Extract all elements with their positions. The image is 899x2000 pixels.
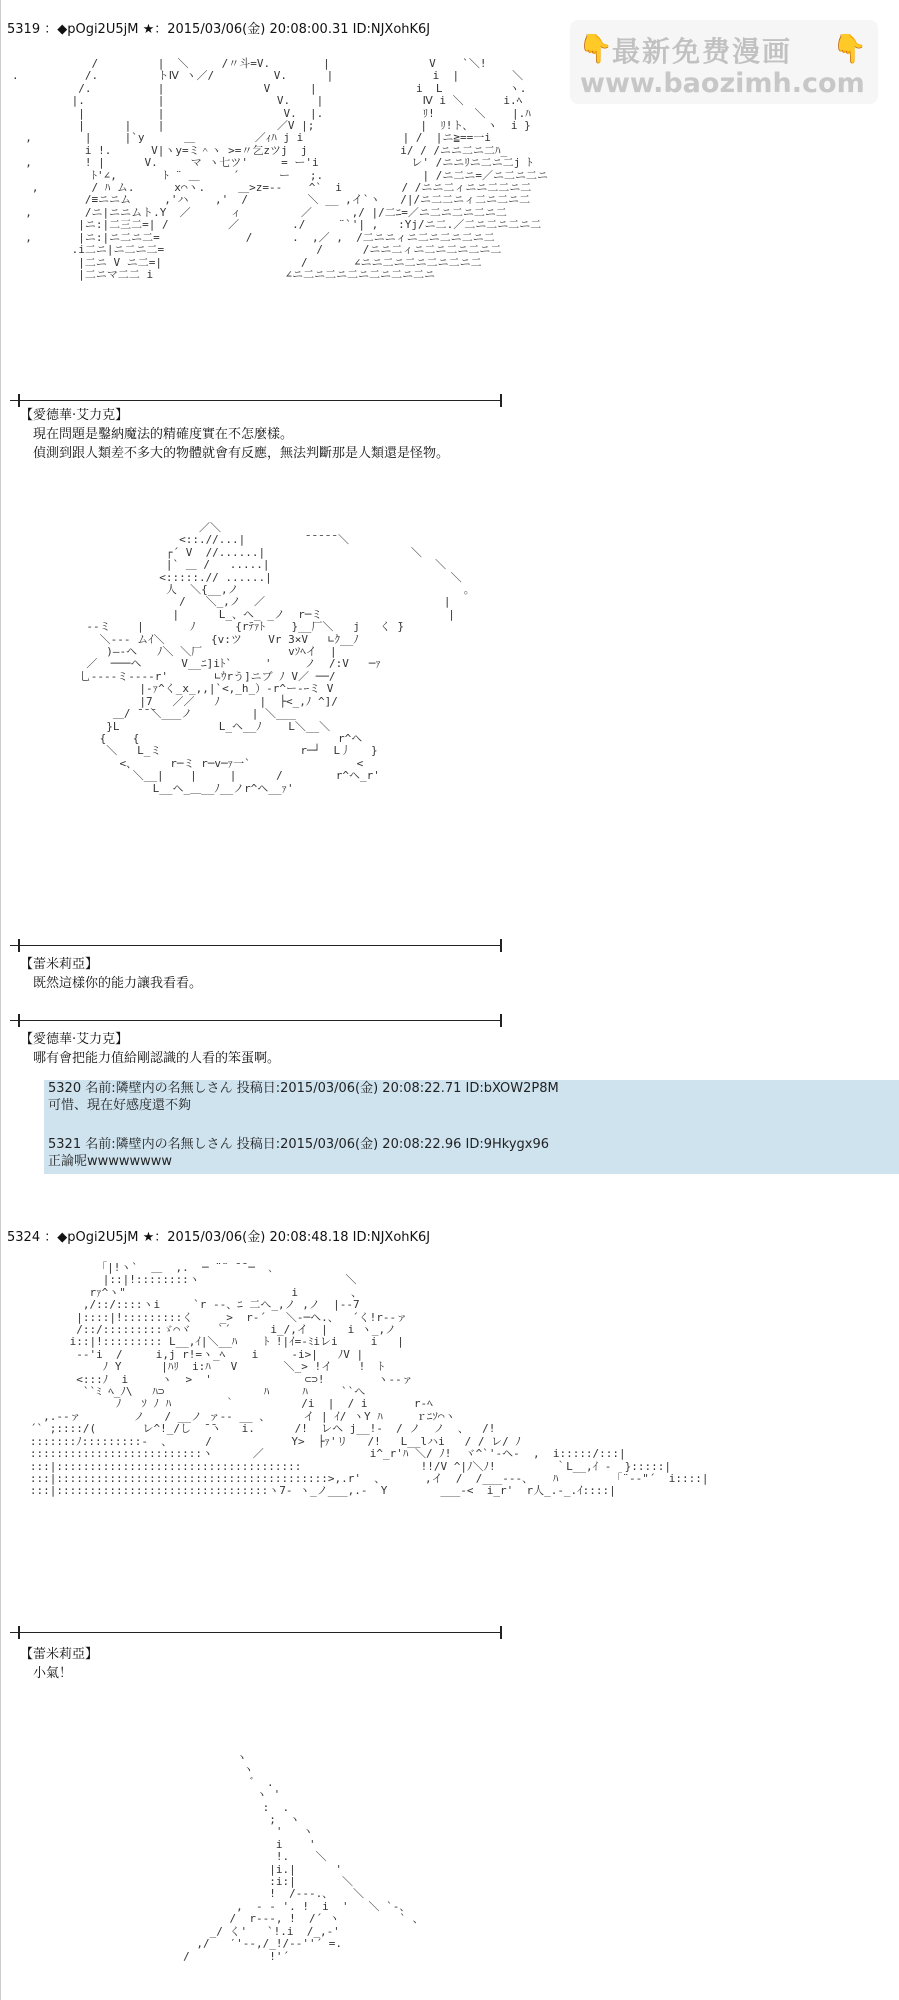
page-left-border	[0, 0, 1, 2000]
reply-body: 可惜、現在好感度還不夠	[48, 1098, 192, 1113]
reply-section	[44, 1080, 899, 1174]
speaker-name: 【蕾米莉亞】	[20, 1647, 99, 1662]
reply-header: 5320 名前:隣壁内の名無しさん 投稿日:2015/03/06(金) 20:08:22.71 ID:bXOW2P8M	[48, 1081, 559, 1096]
dialogue-line: 小氣！	[33, 1666, 73, 1681]
dialogue-remilia-2	[20, 1645, 98, 1683]
post-header: 5319 ：◆pOgi2U5jM ★：2015/03/06(金) 20:08:00.31 ID:NJXohK6J	[7, 22, 431, 37]
reply-body: 正論呢wwwwwwww	[48, 1154, 173, 1169]
ascii-art-edward-hand: / | ＼ /〃斗=V. | V `＼! . /. トⅣ ヽ／/ V. | i | ＼ /. | V | i L ヽ. |. | V. | Ⅳ i ＼ i.ﾍ | | V. |. ﾘ! ＼ |.ﾊ | | | ／V |; | ﾘ!ト、 ヽ i } , | |`y ＿ ／ｨﾊ j i | / |ニ≧==一i i !. V|ヽy=ミ＾ヽ >=〃乞zツj j i/ / /ニニ二ニ二ﾊ_ , ! | V. マ ヽ七ツ' = ー'i レ' /ニニﾘニ二ニ二j ﾄ ﾄ'∠, ﾄ ¨ ＿ ´ ー ;. | /ニ二ニ=／ニ二ニ二ニ , / ﾊ ム. x⌒ヽ. ＿>z=-- ^` i / /ニニ二ィニニ二二ニ二 /≡ニニム ,'ハ ,' / ＼ __ ,イ`ヽ /|/ニ二二ニィ二ニ二ニ二 , /ニ|ニニムト.Y ／ ィ ／ ,/ |/二ﾆ=／ニ二ニ二ニ二ニ二 |ニ:|二三二=| / ／ ./ ¨`'| , :Yj/ニ二.／二ニ二ニ二ニ二 , |ニ:|ニ二ニ二= / . ,／ , /二ニニィニ二ニ二ニ二ニ二 .i二ニ|ニ二ニ二= / /ニニ二ィニ二ニ二ニ二ニ二 |二ニ V ニ二=| / ∠ニニ二ニ二ニ二ニ二ニ二 |二ニマ二二 i ∠ニ二ニ二ニ二ニ二ニ二ニ二ニ	[12, 57, 548, 281]
scene-divider	[10, 1632, 502, 1633]
post-header: 5324 ：◆pOgi2U5jM ★：2015/03/06(金) 20:08:48.18 ID:NJXohK6J	[7, 1230, 431, 1245]
pointing-down-hand-icon: 👇	[832, 32, 867, 65]
ascii-art-remilia-chibi: ／＼ <::.//...| ̄ ̄ ̄ ̄ ̄ ＼ ┌´ V //......| ＼ |` ＿ / .....| ＼ <:::::.// ......| ＼ 人 ＼{__,ノ 。 / ＼_,ノ ／ | | L_、ヘ_ _ノ r─ミ | --ミ | ﾉ {rﾃｧﾄ }__厂＼ j く ̄} ＼-‐- ムｲ＼ {v:ツ Vr 3×V ∟ｸ__ﾉ )―-ヘ ﾉ＼ ＼厂 vｿﾍイ | ／ ───ヘ V__ﾆ]iﾄ` ' ノ /:V ─ｧ 乚----ミ----r' ∟ｳrう]ニブ ﾉ V／ ──/ |-ｧ^く_x_,,|`<,_h_）-r^ー-ｰミ V |7 ／／ ﾉ | ├<_,ﾉ ^]/ ＿/ ̄ ̄ ̄＼___ノ | ＼___ }L L_ヘ__ﾉ L＼__＼ { { r^ヘ ＼ L_ミ r─┘ L丿 } <、 r─ミ r─v─ｧ一` < ＼__| | | / r^ヘ_r' L__ヘ_＿__ﾉ__ノr^ヘ__ｧ'	[79, 521, 475, 795]
dialogue-line: 現在問題是鑿納魔法的精確度實在不怎麼樣。	[33, 427, 294, 442]
watermark-url: www.baozimh.com	[580, 68, 865, 99]
ascii-art-partial-figure: ヽ ヽ ゛ . ヽ ' : . ; ヽ ' ヽ i ' !. ＼ |i.| ' :i:| ＼ ! /‐--.、 ＼ , - ‐ '. ! i ' ＼ `‐、 / r‐-‐, ! /´ ヽ ` 、 _/ く' `!.i /_,‐' ,/ ′'‐-,/_!/‐-''´ =. / !'´	[183, 1751, 424, 1963]
reply-post	[48, 1080, 559, 1114]
reply-post	[48, 1136, 549, 1170]
dialogue-line: 偵測到跟人類差不多大的物體就會有反應，無法判斷那是人類還是怪物。	[33, 446, 450, 461]
dialogue-remilia-1	[20, 955, 202, 993]
ascii-art-remilia-pout: 「|!ヽ` ＿ ,. ─ ¨¨ ̄ ̄ ─ ､ |::|!::::::::ヽ ＼ rｧ^ヽ" i 、 ,/::/::::ヽi `r ‐-、ﾆ 二へ_,ノ ,ノ |‐-7 |::::|!:::::::::く _> r‐´ ＼‐─ヘ.、 ´く!r‐-ァ /::/:::::::::ゞ⌒ヾ `´ i_/,イ | i ヽ_,ノ i::|!::::::::: L__,ｲ|＼__ﾊ ﾄ !|ｲ=‐ﾐiレi i | ‐‐'i / i,j r!=ヽ_ﾍ i ‐i>| ﾉV | ﾉ Y |ﾊﾘ i:ﾊ V ＼_> !イ ! ﾄ <:::ﾉ i ヽ > ' ⊂⊃! ヽ‐-ァ ``ﾐ ﾍ_ﾉ\ ﾊ⊃ ﾊ ﾊ ``へ ﾉ ｿ ﾉ ﾊ ｀ /i | / i r-ﾍ ,.--ァ ノ / __ノ ァ‐- __ 、 イ | ｲ/ ヽY ﾊ ｒﾆｿ⌒ヽ ´` ;::::/( レ^!_/し ̄ ̄ヽ i. /! レヘ j__!‐ / ノ ノ 、 /! :::::::ﾉ:::::::::‐ 、 / Y> ├ｧ'リ /! L__lハi / / レ/ ﾉ ::::::::::::::::::::::::::ヽ ／ i^_r'ﾊ ＼/ ﾉ! ヾ^`'‐ヘ‐ , i:::::/:::| :::|::::::::::::::::::::::::::::::::::::: !!/V ^|ﾉ＼ﾉ! ｀L__,ｲ ‐ }:::::| :::|:::::::::::::::::::::::::::::::::::::::::>,.r' 、 ,イ / /___‐‐-、 ﾊ 「¨‐‐"´ i::::| :::|::::::::::::::::::::::::::::::::ヽ7‐ ヽ_ノ___,.- Y ___-< i_r' r人_.‐_.ｲ::::|	[29, 1261, 709, 1498]
speaker-name: 【愛德華·艾力克】	[20, 408, 129, 423]
dialogue-edward-2	[20, 1030, 280, 1068]
reply-header: 5321 名前:隣壁内の名無しさん 投稿日:2015/03/06(金) 20:08:22.96 ID:9Hkygx96	[48, 1137, 550, 1152]
dialogue-edward-1	[20, 406, 449, 463]
scene-divider	[10, 1020, 502, 1021]
dialogue-line: 哪有會把能力值給剛認識的人看的笨蛋啊。	[33, 1051, 281, 1066]
scene-divider	[10, 945, 502, 946]
speaker-name: 【愛德華·艾力克】	[20, 1032, 129, 1047]
pointing-down-hand-icon: 👇	[578, 32, 613, 65]
dialogue-line: 既然這樣你的能力讓我看看。	[33, 976, 203, 991]
speaker-name: 【蕾米莉亞】	[20, 957, 99, 972]
watermark-banner	[570, 20, 878, 104]
watermark-title: 最新免费漫画	[612, 35, 793, 68]
scene-divider	[10, 400, 502, 401]
